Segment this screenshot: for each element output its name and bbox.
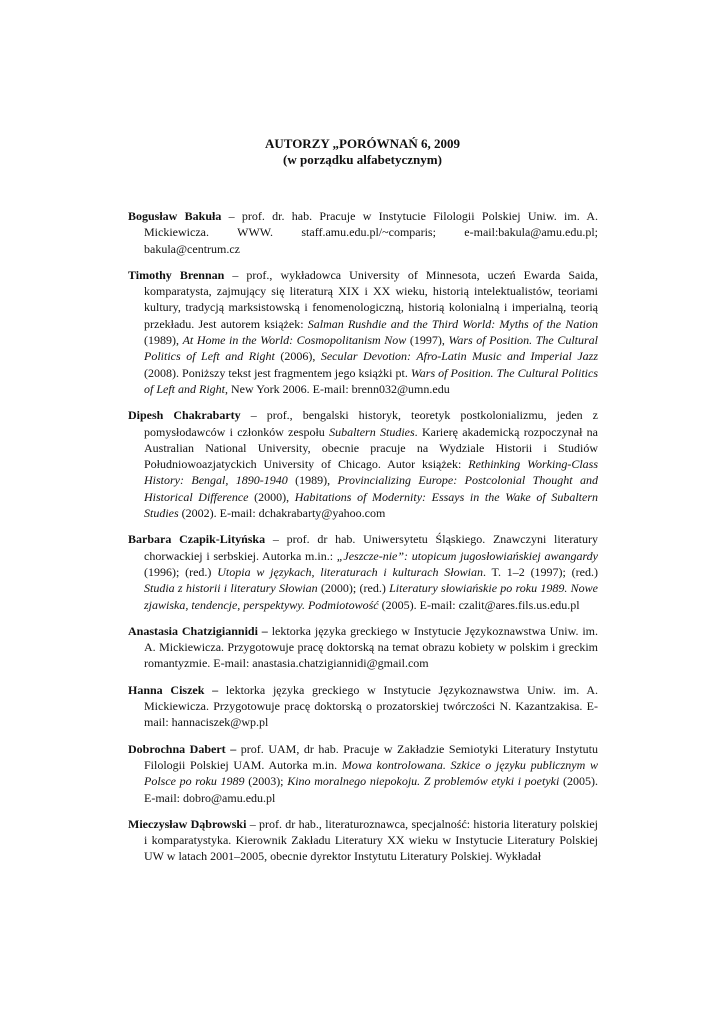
entry-text: (2005). E-mail: dobro@amu.edu.pl [144,774,598,805]
entry-text: (1989), [144,333,183,348]
author-name: Timothy Brennan [128,267,225,282]
author-name: Anastasia Chatzigiannidi – [128,623,268,638]
author-entry [128,531,598,612]
entry-text: lektorka języka greckiego w Instytucie Językoznawstwa Uniw. im. A. Mickiewicza. Przygotowuje pracę doktorską na temat obrazu kobiety w polskim i greckim romantyzmie. E-mail: anastasia.chatzigiannidi@gmail.com [144,623,599,671]
work-title: At Home in the World: Cosmopolitanism Now [182,333,407,348]
page-title [0,136,725,168]
entry-text: . Karierę akademicką rozpoczynał na Australian National University, obecnie pracuje na Wydziale Historii i Studiów Południowoazjatyckich University of Chicago. Autor książek: [144,424,598,472]
work-title: Subaltern Studies [329,424,415,439]
work-title: Salman Rushdie and the Third World: Myths of the Nation [307,316,598,331]
work-title: Rethinking Working-Class History: Bengal, 1890-1940 [144,457,598,488]
author-name: Barbara Czapik-Lityńska [128,532,266,547]
entry-text: (2002). E-mail: dchakrabarty@yahoo.com [178,506,386,521]
entry-text: – prof. dr. hab. Pracuje w Instytucie Filologii Polskiej Uniw. im. A. Mickiewicza. WWW. staff.amu.edu.pl/~comparis; e-mail:bakula@amu.edu.pl; bakula@centrum.cz [144,209,598,256]
entry-text: (2000); (red.) [317,581,390,596]
work-title: Provincializing Europe: Postcolonial Thought and Historical Difference [144,473,599,504]
work-title: Habitations of Modernity: Essays in the Wake of Subaltern Studies [144,489,598,521]
author-entry [128,816,598,865]
author-name: Hanna Ciszek – [128,682,219,697]
entry-text: (2006), [274,349,321,364]
work-title: „Jeszcze-nie”: utopicum jugosłowiańskiej awangardy [336,548,598,563]
work-title: Secular Devotion: Afro-Latin Music and Imperial Jazz [320,349,599,364]
entry-text: (2003); [244,774,288,789]
author-entry [128,682,598,731]
work-title: Studia z historii i literatury Słowian [144,581,318,596]
author-name: Mieczysław Dąbrowski [128,816,247,831]
title-line-2: (w porządku alfabetycznym) [283,152,442,167]
work-title: Wars of Position. The Cultural Politics of Left and Right [144,333,598,364]
work-title: Kino moralnego niepokoju. Z problemów etyki i poetyki [287,774,560,789]
work-title: Wars of Position. The Cultural Politics of Left and Right [144,365,598,396]
entry-text: – prof. dr hab. Uniwersytetu Śląskiego. Znawczyni literatury chorwackiej i serbskiej. Autorka m.in.: [144,532,599,563]
entry-text: (2000), [248,489,295,504]
entry-text: , New York 2006. E-mail: brenn032@umn.edu [225,381,450,396]
entry-text: – prof., bengalski historyk, teoretyk postkolonializmu, jeden z pomysłodawców i członków zespołu [144,408,598,439]
entry-text: – prof., wykładowca University of Minnesota, uczeń Ewarda Saida, komparatysta, zajmujący się literaturą XIX i XX wieku, historią intelektualistów, teoriami kultury, tradycją marksistowską i fenomenologiczną, historią kolonialną i imperialną, teorią przekładu. Jest autorem książek: [144,267,598,331]
author-entry [128,208,598,257]
entry-text: prof. UAM, dr hab. Pracuje w Zakładzie Semiotyki Literatury Instytutu Filologii Polskiej UAM. Autorka m.in. [144,741,598,772]
work-title: Literatury słowiańskie po roku 1989. Nowe zjawiska, tendencje, perspektywy. Podmiotowość [144,581,598,612]
entry-text: . T. 1–2 (1997); (red.) [482,564,598,579]
author-entry [128,741,598,806]
author-name: Bogusław Bakuła [128,209,222,223]
author-list [128,208,598,875]
author-entry [128,267,598,397]
entry-text: (1997), [406,333,449,348]
work-title: Mowa kontrolowana. Szkice o języku publicznym w Polsce po roku 1989 [144,757,598,789]
author-entry [128,623,598,672]
title-line-1: AUTORZY „PORÓWNAŃ 6, 2009 [264,136,460,151]
entry-text: – prof. dr hab., literaturoznawca, specjalność: historia literatury polskiej i komparatystyka. Kierownik Zakładu Literatury XX wieku w Instytucie Literatury Polskiej UW w latach 2001–2005, obecnie dyrektor Instytutu Literatury Polskiej. Wykładał [144,816,598,864]
entry-text: (2008). Poniższy tekst jest fragmentem jego książki pt. [144,365,411,380]
author-entry [128,407,598,521]
entry-text: lektorka języka greckiego w Instytucie Językoznawstwa Uniw. im. A. Mickiewicza. Przygotowuje pracę doktorską o prozatorskiej twórczości N. Kazantzakisa. E-mail: hannaciszek@wp.pl [144,682,598,730]
entry-text: (2005). E-mail: czalit@ares.fils.us.edu.pl [378,597,580,612]
entry-text: (1989), [287,473,338,488]
work-title: Utopia w językach, literaturach i kulturach Słowian [217,564,483,579]
author-name: Dobrochna Dabert – [128,741,237,756]
entry-text: (1996); (red.) [144,564,218,579]
author-name: Dipesh Chakrabarty [128,408,241,423]
